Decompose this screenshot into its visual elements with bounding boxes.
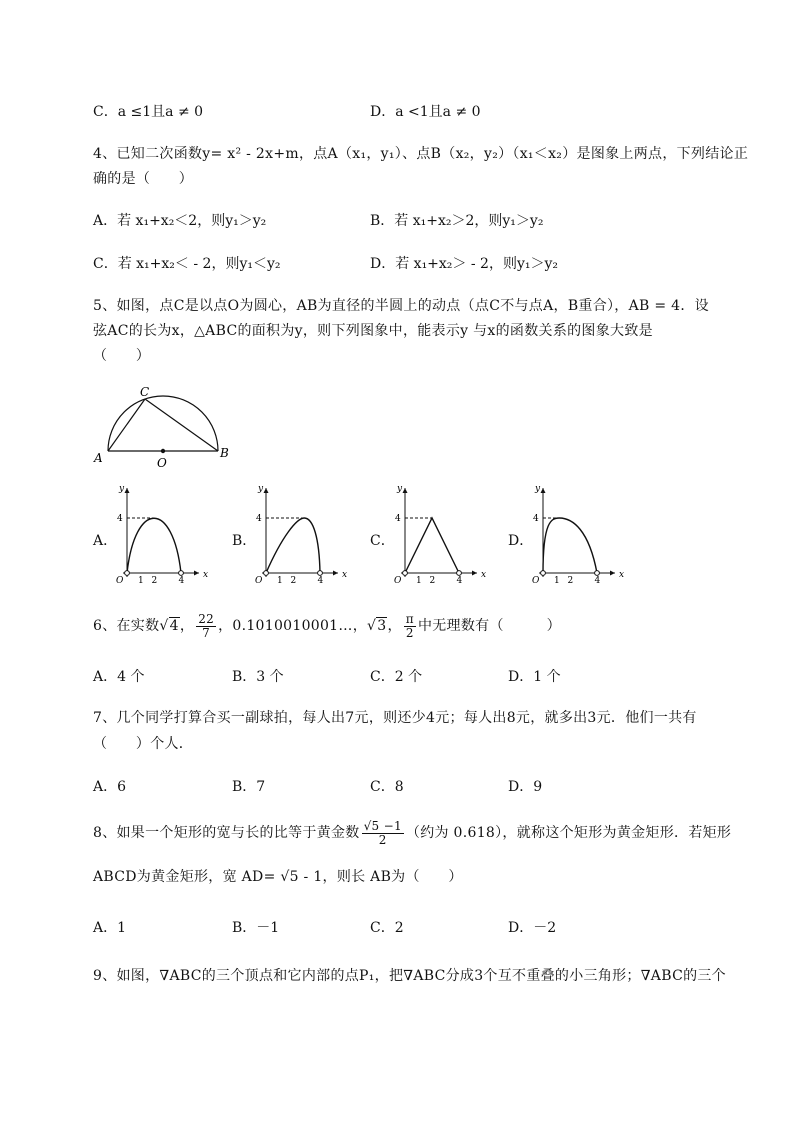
q6-mid: ，0.1010010001…，	[218, 618, 367, 634]
q7-option-b[interactable]: B．7	[232, 779, 266, 795]
q8-option-b[interactable]: B．－1	[232, 920, 280, 936]
q4-option-c[interactable]: C．若 x₁+x₂＜ - 2，则y₁＜y₂	[93, 256, 281, 272]
y-axis-arrow-icon	[403, 488, 408, 493]
x-axis-arrow-icon	[194, 571, 199, 576]
q5-option-b-label[interactable]: B．	[232, 533, 257, 549]
q8-stem-line1	[93, 818, 731, 848]
q6-option-a[interactable]: A．4 个	[93, 669, 145, 685]
y-axis-label: y	[397, 484, 403, 494]
x-tick-2: 2	[290, 576, 297, 585]
x-tick-1: 1	[277, 576, 283, 585]
q6-option-b[interactable]: B．3 个	[232, 669, 284, 685]
q6-suffix: 中无理数有（ ）	[417, 618, 561, 634]
y-tick-4: 4	[395, 514, 401, 524]
x-axis-arrow-icon	[472, 571, 477, 576]
graph-option-d[interactable]	[528, 480, 628, 585]
graph-option-c[interactable]	[390, 480, 490, 585]
point-c-label: C	[140, 385, 150, 399]
x-tick-1: 1	[554, 576, 560, 585]
open-endpoint-4	[318, 571, 323, 576]
x-tick-2: 2	[429, 576, 436, 585]
q4-option-b[interactable]: B．若 x₁+x₂＞2，则y₁＞y₂	[370, 213, 544, 229]
q7-stem-line1: 7、几个同学打算合买一副球拍，每人出7元，则还少4元；每人出8元，就多出3元．他们一共有	[93, 710, 697, 726]
origin-label: O	[255, 576, 263, 585]
q7-option-d[interactable]: D．9	[508, 779, 543, 795]
origin-label: O	[394, 576, 402, 585]
graph-option-b[interactable]	[251, 480, 351, 585]
y-tick-4: 4	[117, 514, 123, 524]
y-axis-arrow-icon	[264, 488, 269, 493]
q6-option-c[interactable]: C．2 个	[370, 669, 423, 685]
x-axis-label: x	[481, 570, 487, 580]
q3-option-c[interactable]: C．a ≤1且a ≠ 0	[93, 104, 204, 120]
y-tick-4: 4	[256, 514, 262, 524]
q4-option-a[interactable]: A．若 x₁+x₂＜2，则y₁＞y₂	[93, 213, 267, 229]
x-tick-1: 1	[138, 576, 144, 585]
function-curve	[405, 518, 459, 573]
q8-option-d[interactable]: D．－2	[508, 920, 557, 936]
q6-fraction-22-7: $\frac{22}{7}$	[198, 611, 215, 640]
q4-stem-line2: 确的是（ ）	[93, 171, 194, 187]
q5-stem-line2: 弦AC的长为x，△ABC的面积为y，则下列图象中，能表示y 与x的函数关系的图象大致是	[93, 323, 653, 339]
q4-option-d[interactable]: D．若 x₁+x₂＞ - 2，则y₁＞y₂	[370, 256, 559, 272]
q6-prefix: 6、在实数	[93, 618, 160, 634]
q8-suffix: （约为 0.618），就称这个矩形为黄金矩形．若矩形	[405, 825, 732, 841]
function-curve	[127, 518, 181, 573]
open-endpoint-origin	[125, 571, 130, 576]
q8-prefix: 8、如果一个矩形的宽与长的比等于黄金数	[93, 825, 360, 841]
x-tick-4: 4	[594, 576, 601, 585]
x-axis-label: x	[619, 570, 625, 580]
open-endpoint-4	[179, 571, 184, 576]
q7-option-c[interactable]: C．8	[370, 779, 404, 795]
open-endpoint-origin	[264, 571, 269, 576]
q5-option-d-label[interactable]: D．	[508, 533, 534, 549]
function-curve	[543, 518, 597, 573]
y-axis-label: y	[119, 484, 125, 494]
origin-label: O	[532, 576, 540, 585]
q5-stem-line1: 5、如图，点C是以点O为圆心，AB为直径的半圆上的动点（点C不与点A，B重合），AB = 4．设	[93, 298, 709, 314]
x-tick-2: 2	[151, 576, 158, 585]
x-axis-label: x	[203, 570, 209, 580]
y-axis-label: y	[535, 484, 541, 494]
x-tick-2: 2	[567, 576, 574, 585]
q7-option-a[interactable]: A．6	[93, 779, 127, 795]
q6-sqrt3: 3	[377, 618, 387, 634]
x-axis-label: x	[342, 570, 348, 580]
graph-option-a[interactable]	[112, 480, 212, 585]
sqrt-icon: √	[367, 618, 377, 634]
function-curve	[266, 518, 320, 573]
q7-stem-line2: （ ）个人．	[93, 736, 194, 752]
q6-stem: 6、在实数√4， $\frac{22}{7}$ ，0.1010010001…，√3， $\frac{\pi}{2}$ 中无理数有（ ）	[93, 611, 561, 640]
point-o-label: O	[157, 456, 167, 470]
q8-option-c[interactable]: C．2	[370, 920, 404, 936]
q3-option-d[interactable]: D．a <1且a ≠ 0	[370, 104, 481, 120]
q5-option-c-label[interactable]: C．	[370, 533, 395, 549]
y-axis-label: y	[258, 484, 264, 494]
q6-fraction-pi-2: $\frac{\pi}{2}$	[405, 611, 414, 640]
x-axis-arrow-icon	[610, 571, 615, 576]
open-endpoint-4	[595, 571, 600, 576]
y-axis-arrow-icon	[125, 488, 130, 493]
x-tick-4: 4	[456, 576, 463, 585]
q4-stem-line1: 4、已知二次函数y= x² - 2x+m，点A（x₁，y₁）、点B（x₂，y₂）（x₁＜x₂）是图象上两点，下列结论正	[93, 146, 749, 162]
q6-sqrt4: 4	[169, 618, 179, 634]
y-tick-4: 4	[533, 514, 539, 524]
origin-label: O	[116, 576, 124, 585]
x-tick-4: 4	[178, 576, 185, 585]
open-endpoint-4	[457, 571, 462, 576]
point-b-label: B	[220, 446, 229, 460]
y-axis-arrow-icon	[541, 488, 546, 493]
q8-stem-line2: ABCD为黄金矩形，宽 AD= √5 - 1，则长 AB为（ ）	[93, 869, 463, 885]
q5-option-a-label[interactable]: A．	[93, 533, 118, 549]
q6-option-d[interactable]: D．1 个	[508, 669, 561, 685]
open-endpoint-origin	[541, 571, 546, 576]
golden-ratio-fraction: $\frac{√5 -1}{2}$	[363, 818, 402, 847]
point-a-label: A	[94, 451, 103, 465]
x-axis-arrow-icon	[333, 571, 338, 576]
x-tick-1: 1	[416, 576, 422, 585]
q9-stem-line1: 9、如图，∇ABC的三个顶点和它内部的点P₁，把∇ABC分成3个互不重叠的小三角形；∇ABC的三个	[93, 968, 726, 984]
x-tick-4: 4	[317, 576, 324, 585]
q5-stem-line3: （ ）	[93, 348, 151, 364]
open-endpoint-origin	[403, 571, 408, 576]
semicircle-figure	[90, 380, 240, 470]
q8-option-a[interactable]: A．1	[93, 920, 127, 936]
sqrt-icon: √	[159, 618, 169, 634]
